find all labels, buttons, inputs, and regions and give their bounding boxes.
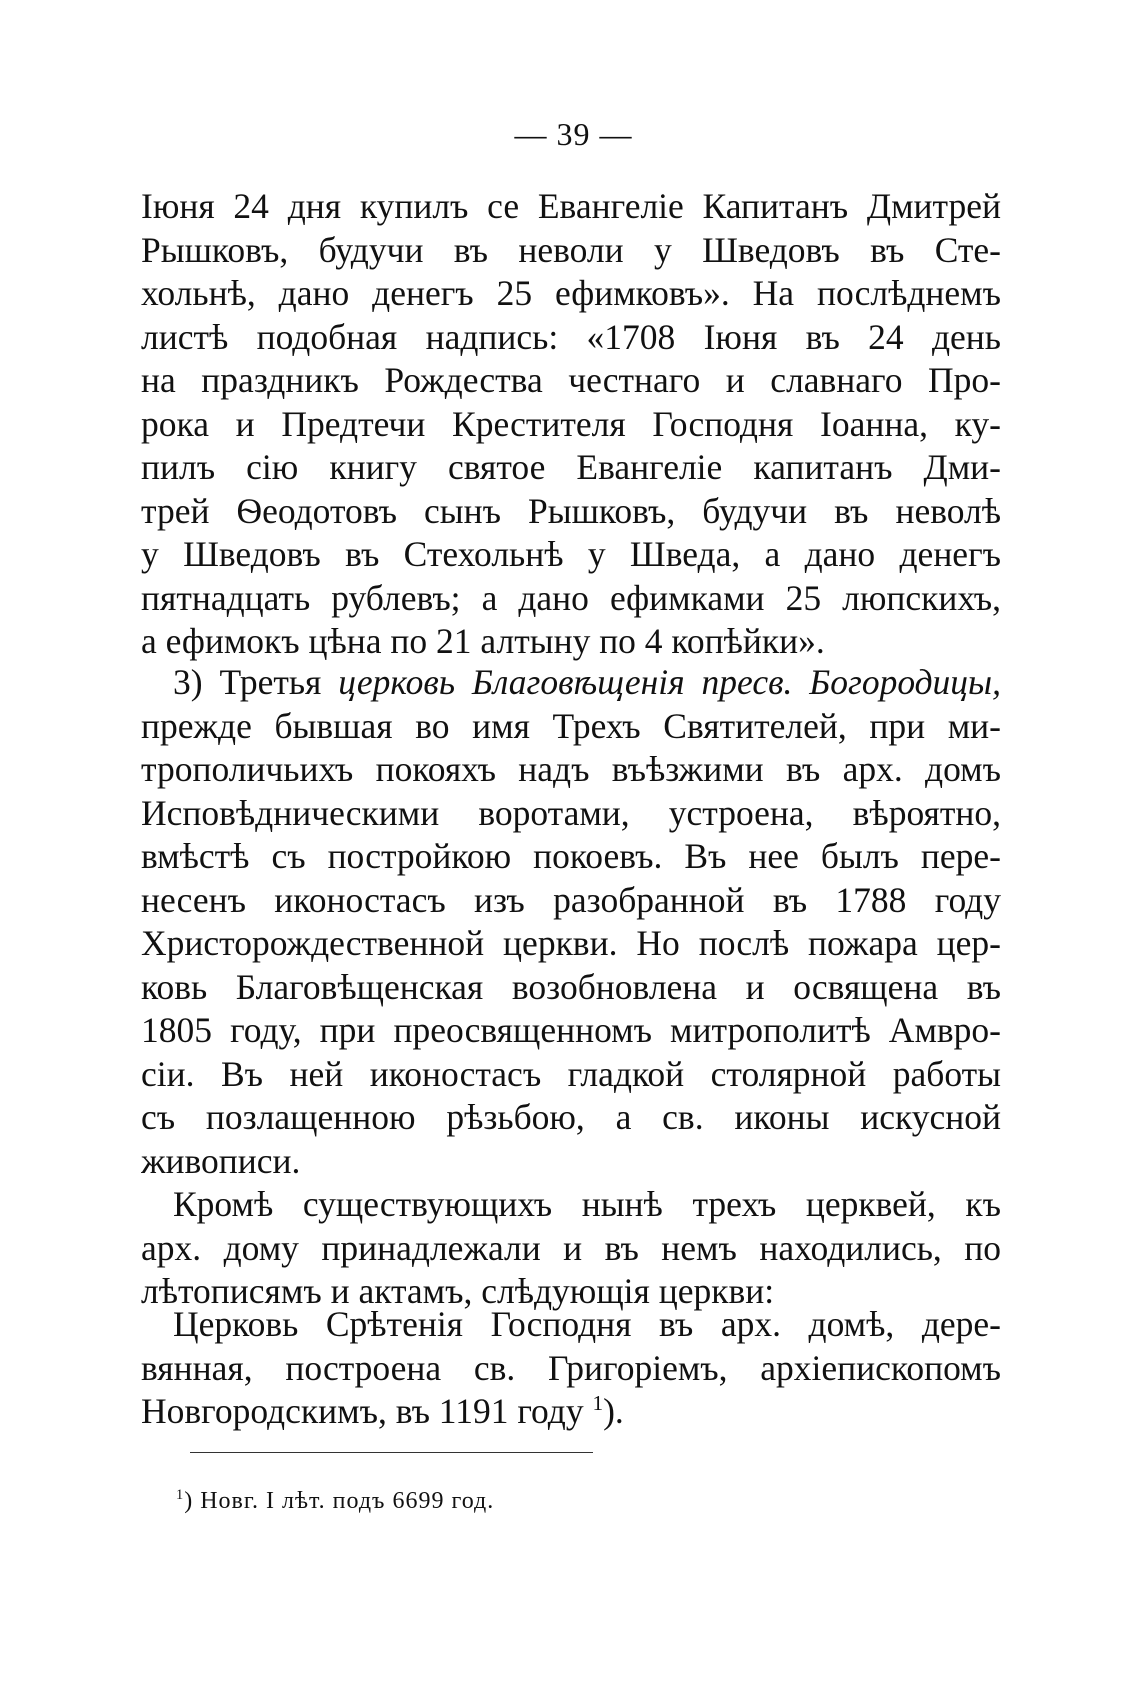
paragraph-line: у Шведовъ въ Стехольнѣ у Шведа, а дано денегъ: [141, 534, 1001, 574]
paragraph-line: прежде бывшая во имя Трехъ Святителей, при ми-: [141, 705, 1001, 746]
paragraph-line: Рышковъ, будучи въ неволи у Шведовъ въ Сте-: [141, 229, 1001, 270]
paragraph-line: вмѣстѣ съ постройкою покоевъ. Въ нее былъ пере-: [141, 836, 1001, 876]
paragraph-line: арх. дому принадлежали и въ немъ находились, по: [141, 1227, 1001, 1268]
footnote-divider: [190, 1452, 593, 1453]
paragraph-line: 1805 году, при преосвященномъ митрополитѣ Амвро-: [141, 1010, 1001, 1050]
paragraph-line: ковь Благовѣщенская возобновлена и освящена въ: [141, 966, 1001, 1007]
paragraph-1: [141, 185, 1001, 664]
paragraph-line: пилъ сію книгу святое Евангеліе капитанъ Дми-: [141, 447, 1001, 487]
paragraph-line: листѣ подобная надпись: «1708 Іюня въ 24 день: [141, 316, 1001, 357]
paragraph-line: пятнадцать рублевъ; а дано ефимками 25 люпскихъ,: [141, 577, 1001, 618]
paragraph-line: Іюня 24 дня купилъ се Евангеліе Капитанъ Дмитрей: [141, 186, 1001, 226]
paragraph-2: [141, 661, 1001, 1183]
paragraph-4: [141, 1303, 1001, 1434]
footnote: [176, 1486, 494, 1516]
paragraph-line: хольнѣ, дано денегъ 25 ефимковъ». На послѣднемъ: [141, 273, 1001, 313]
paragraph-last-line: [141, 1390, 1001, 1434]
paragraph-line: а ефимокъ цѣна по 21 алтыну по 4 копѣйки».: [141, 621, 825, 661]
footnote-text: ) Новг. I лѣт. подъ 6699 год.: [184, 1488, 495, 1514]
paragraph-line: на праздникъ Рождества честнаго и славнаго Про-: [141, 360, 1001, 400]
paragraph-3: [141, 1183, 1001, 1314]
footnote-marker: 1: [176, 1487, 185, 1503]
paragraph-line: сіи. Въ ней иконостасъ гладкой столярной работы: [141, 1053, 1001, 1094]
paragraph-4-last-text: Новгородскимъ, въ 1191 году: [141, 1391, 584, 1431]
paragraph-line: лѣтописямъ и актамъ, слѣдующія церкви:: [141, 1271, 775, 1311]
paragraph-line: трополичьихъ покояхъ надъ въѣзжими въ арх. домъ: [141, 749, 1001, 789]
paragraph-line: Церковь Срѣтенія Господня въ арх. домѣ, дере-: [173, 1304, 1001, 1344]
paragraph-line: трей Ѳеодотовъ сынъ Рышковъ, будучи въ неволѣ: [141, 490, 1001, 531]
paragraph-line: несенъ иконостасъ изъ разобранной въ 1788 году: [141, 879, 1001, 920]
church-name-italic: церковь Благовѣщенія пресв. Богородицы,: [338, 662, 1001, 702]
paragraph-line: съ позлащенною рѣзьбою, а св. иконы искусной: [141, 1097, 1001, 1137]
paragraph-line: рока и Предтечи Крестителя Господня Іоанна, ку-: [141, 403, 1001, 444]
paragraph-line: вянная, построена св. Григоріемъ, архіепископомъ: [141, 1347, 1001, 1388]
paragraph-line: Христорождественной церкви. Но послѣ пожара цер-: [141, 923, 1001, 963]
paragraph-first-line: [141, 661, 1001, 705]
paragraph-line: живописи.: [141, 1140, 301, 1181]
paragraph-4-end: ).: [603, 1391, 624, 1431]
paragraph-2-prefix: 3) Третья: [173, 662, 339, 702]
page-number: — 39 —: [514, 116, 633, 152]
footnote-reference[interactable]: 1: [592, 1391, 604, 1416]
paragraph-line: Кромѣ существующихъ нынѣ трехъ церквей, къ: [173, 1184, 1001, 1224]
paragraph-line: Исповѣдническими воротами, устроена, вѣроятно,: [141, 792, 1001, 833]
